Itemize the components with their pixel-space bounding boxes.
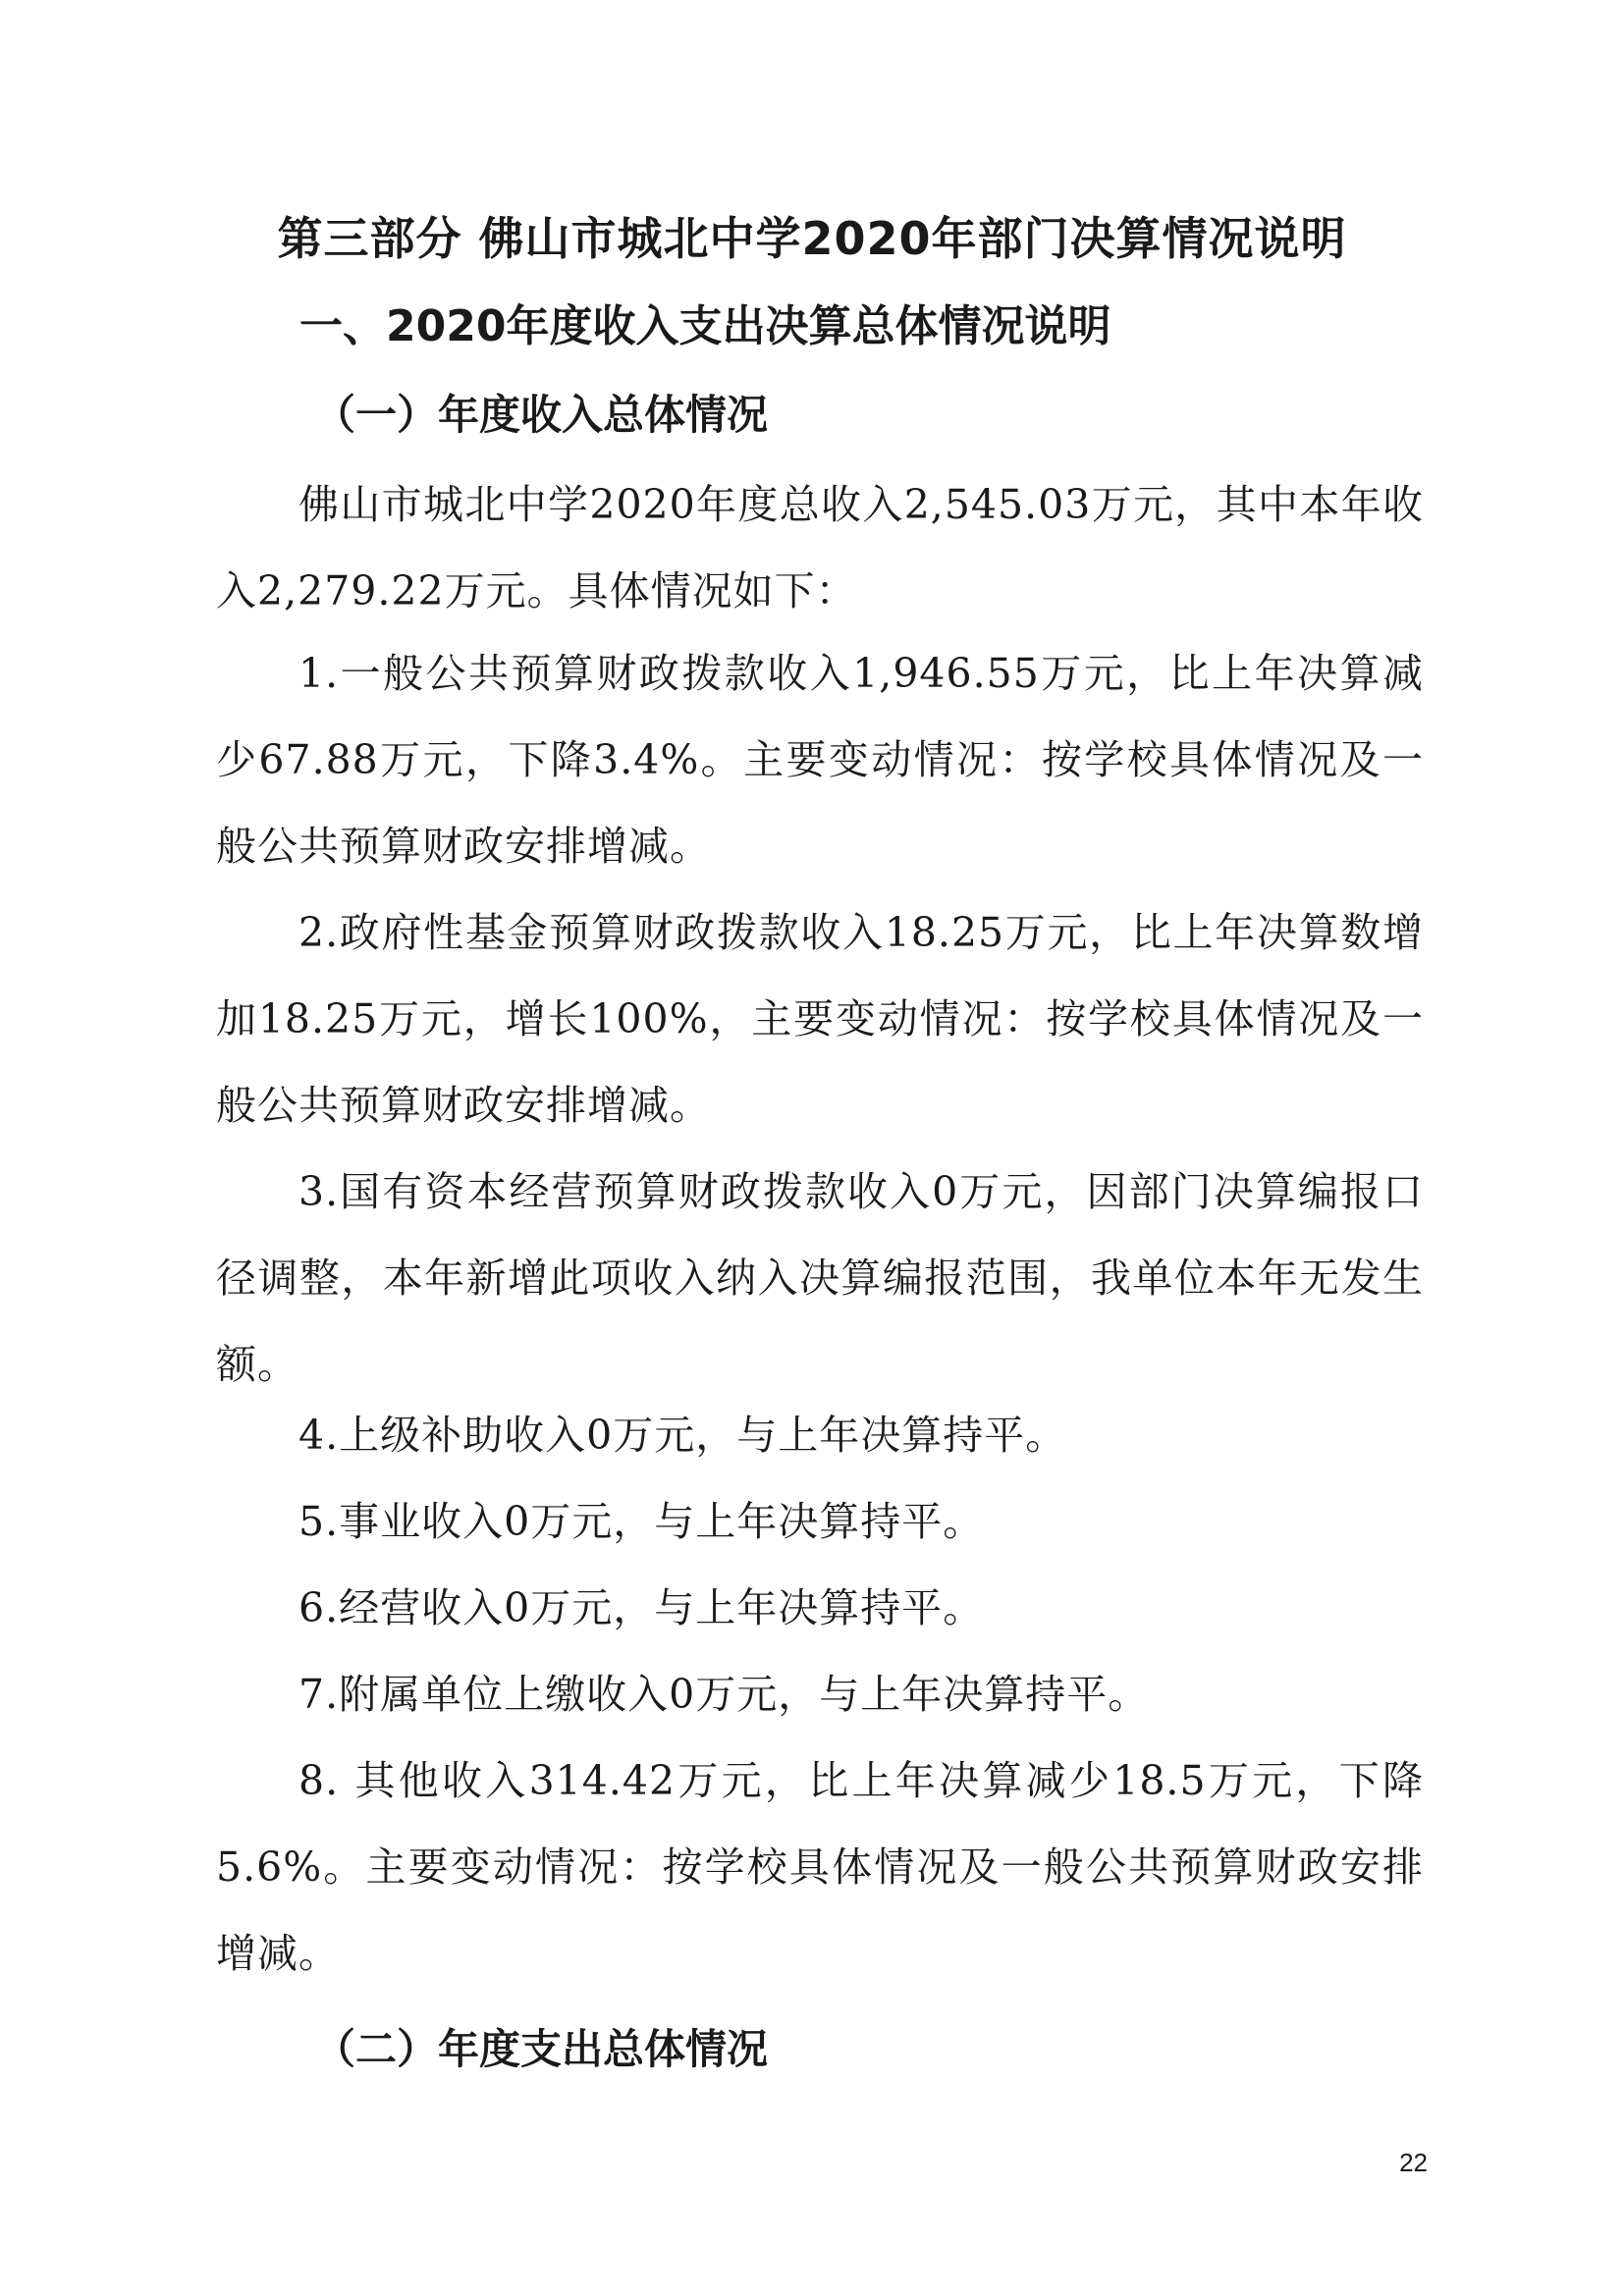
income-item-3: 3.国有资本经营预算财政拨款收入0万元，因部门决算编报口径调整，本年新增此项收入纳入决算编报范围，我单位本年无发生额。 — [216, 1168, 1424, 1388]
income-item-5: 5.事业收入0万元，与上年决算持平。 — [298, 1498, 985, 1545]
section-heading: 一、2020年度收入支出决算总体情况说明 — [299, 301, 1111, 351]
document-title: 第三部分 佛山市城北中学2020年部门决算情况说明 — [277, 212, 1347, 265]
income-item-1: 1.一般公共预算财政拨款收入1,946.55万元，比上年决算减少67.88万元，下降3.4%。主要变动情况：按学校具体情况及一般公共预算财政安排增减。 — [216, 650, 1424, 870]
income-item-4: 4.上级补助收入0万元，与上年决算持平。 — [298, 1412, 1067, 1459]
income-item-8: 8. 其他收入314.42万元，比上年决算减少18.5万元，下降5.6%。主要变动情况：按学校具体情况及一般公共预算财政安排增减。 — [216, 1757, 1424, 1977]
page-number: 22 — [1399, 2148, 1428, 2177]
income-intro-paragraph: 佛山市城北中学2020年度总收入2,545.03万元，其中本年收入2,279.22万元。具体情况如下： — [216, 481, 1424, 614]
income-subheading: （一）年度收入总体情况 — [314, 391, 769, 439]
expenditure-subheading: （二）年度支出总体情况 — [314, 2025, 769, 2073]
income-item-2: 2.政府性基金预算财政拨款收入18.25万元，比上年决算数增加18.25万元，增长100%，主要变动情况：按学校具体情况及一般公共预算财政安排增减。 — [216, 909, 1424, 1129]
income-item-6: 6.经营收入0万元，与上年决算持平。 — [298, 1584, 985, 1631]
income-item-7: 7.附属单位上缴收入0万元，与上年决算持平。 — [298, 1671, 1150, 1718]
